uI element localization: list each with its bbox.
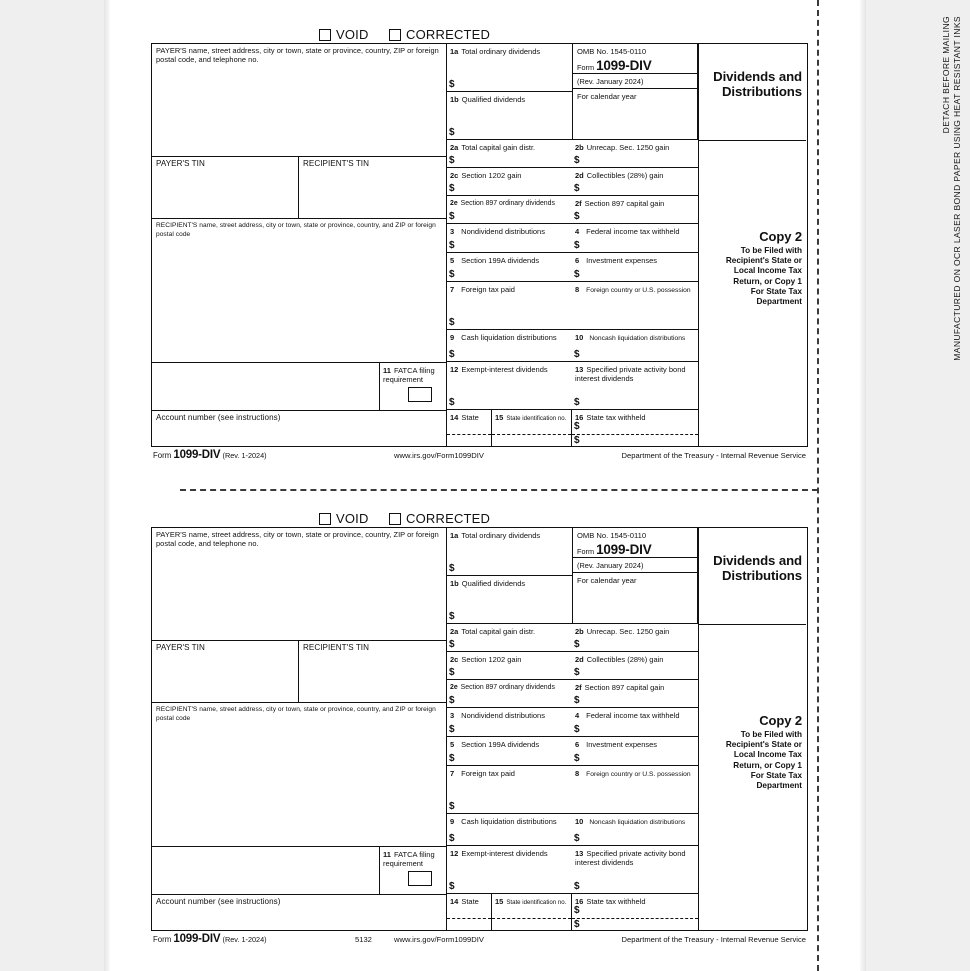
box-4-number: 4 [575,226,580,236]
corrected-label: CORRECTED [406,27,491,42]
copy-heading-2: Copy 2 [759,713,802,728]
box-2a-cell[interactable] [446,140,572,168]
copy-line-6: Department [756,297,802,307]
perforation-line-horizontal [180,489,818,491]
box-1b-number-2: 1b [450,578,459,588]
box-9-cell-2[interactable] [446,814,572,846]
box-2a-currency: $ [449,155,455,166]
box-14-cell-2[interactable] [446,894,492,930]
box-2b-currency: $ [574,155,580,166]
box-6-currency-2: $ [574,753,580,764]
corrected-checkbox[interactable] [389,29,401,41]
box-9-currency: $ [449,349,455,360]
box-10-cell-2[interactable] [572,814,698,846]
box-8-cell-2[interactable] [572,766,698,814]
box-14-label: State [461,412,479,422]
box-13-number-2: 13 [575,848,584,858]
box-5-currency-2: $ [449,753,455,764]
copy-line-3-2: Local Income Tax [733,750,802,760]
box-7-number: 7 [450,284,455,294]
box-2e-label: Section 897 ordinary dividends [460,199,555,207]
omb-number-2: OMB No. 1545-0110 [577,531,647,540]
blank-cell-left[interactable] [152,362,380,410]
box-8-number-2: 8 [575,768,580,778]
box-8-label: Foreign country or U.S. possession [586,286,691,294]
payer-tin-label-2: PAYER'S TIN [156,643,205,652]
omb-block [572,44,698,140]
form-grid-2 [151,527,808,931]
form-grid [151,43,808,447]
box-2c-number-2: 2c [450,654,459,664]
box-1a-cell-2[interactable] [446,528,572,576]
box-2d-cell-2[interactable] [572,652,698,680]
form-word-2: Form [577,547,595,556]
box-3-number-2: 3 [450,710,455,720]
footer-form-word-2: Form [153,935,172,944]
account-number-cell-2[interactable] [152,894,446,930]
copy-block-2 [698,624,806,930]
box-14-cell[interactable] [446,410,492,446]
recipient-name-cell[interactable] [152,218,446,362]
box-9-cell[interactable] [446,330,572,362]
copy-line-2: Recipient's State or [725,256,802,266]
box-1a-number-2: 1a [450,530,459,540]
payer-tin-label: PAYER'S TIN [156,159,205,168]
box-1b-number: 1b [450,94,459,104]
box-13-label: Specified private activity bond interest dividends [575,364,686,383]
box-16-currency-2: $ [574,435,580,446]
corrected-checkbox-group[interactable] [389,27,490,42]
box-1a-currency-2: $ [449,563,455,574]
side-legend-line-2: MANUFACTURED ON OCR LASER BOND PAPER USING HEAT RESISTANT INKS [952,16,962,361]
box-13-number: 13 [575,364,584,374]
footer-website[interactable]: www.irs.gov/Form1099DIV [394,451,484,460]
box-7-currency-2: $ [449,801,455,812]
form-word: Form [577,63,595,72]
box-3-cell[interactable] [446,224,572,253]
fatca-checkbox-2[interactable] [408,871,432,886]
recipient-name-label-2: RECIPIENT'S name, street address, city or town, state or province, country, and ZIP or foreign postal code [156,706,436,722]
box-7-cell-2[interactable] [446,766,572,814]
form-revision: (Rev. January 2024) [577,77,644,86]
box-2f-currency-2: $ [574,695,580,706]
box-3-number: 3 [450,226,455,236]
box-2b-cell-2[interactable] [572,624,698,652]
void-checkbox-group[interactable] [319,27,369,42]
box-2a-cell-2[interactable] [446,624,572,652]
form-footer [151,449,808,463]
box-13-cell-2[interactable] [572,846,698,894]
copy-line-4-2: Return, or Copy 1 [733,760,802,770]
footer-revision: (Rev. 1-2024) [222,451,267,460]
box-2f-number: 2f [575,198,582,208]
box-3-label: Nondividend distributions [461,226,545,236]
box-6-cell[interactable] [572,253,698,282]
box-2a-label: Total capital gain distr. [461,142,536,152]
box-7-label-2: Foreign tax paid [461,768,515,778]
box-2d-label-2: Collectibles (28%) gain [586,654,664,664]
box-5-currency: $ [449,269,455,280]
box-13-currency: $ [574,397,580,408]
box-2f-cell[interactable] [572,196,698,224]
copy-line-1-2: To be Filed with [740,730,802,739]
copy-line-6-2: Department [756,781,802,791]
box-5-label: Section 199A dividends [461,255,540,265]
footer-form-number-2: 1099-DIV [173,933,221,945]
box-5-number: 5 [450,255,455,265]
box-4-currency-2: $ [574,724,580,735]
box-2d-currency-2: $ [574,667,580,678]
box-15-label-2: State identification no. [506,898,567,906]
void-checkbox-2[interactable] [319,513,331,525]
box-12-cell-2[interactable] [446,846,572,894]
box-12-number-2: 12 [450,848,459,858]
box-1b-currency-2: $ [449,611,455,622]
box-8-number: 8 [575,284,580,294]
box-11-label-2: FATCA filing requirement [383,849,435,868]
fatca-checkbox[interactable] [408,387,432,402]
box-7-currency: $ [449,317,455,328]
copy-line-4: Return, or Copy 1 [733,276,802,286]
box-2d-currency: $ [574,183,580,194]
box-1b-label: Qualified dividends [461,94,526,104]
void-label-2: VOID [336,511,369,526]
corrected-label-2: CORRECTED [406,511,491,526]
box-13-currency-2: $ [574,881,580,892]
box-13-cell[interactable] [572,362,698,410]
box-15-label: State identification no. [506,414,567,422]
box-2a-number: 2a [450,142,459,152]
box-1b-label-2: Qualified dividends [461,578,526,588]
paper-page [110,0,962,971]
corrected-checkbox-group-2[interactable] [389,511,490,526]
box-3-cell-2[interactable] [446,708,572,737]
box-15-cell[interactable] [492,410,572,446]
side-legend [941,16,967,456]
copy-line-5: For State Tax [750,286,802,296]
box-2b-currency-2: $ [574,639,580,650]
box-2e-cell-2[interactable] [446,680,572,708]
box-4-number-2: 4 [575,710,580,720]
account-number-label-2: Account number (see instructions) [156,897,281,906]
footer-catalog-number: 5132 [355,935,372,944]
form-number: 1099-DIV [596,58,652,73]
box-2c-currency-2: $ [449,667,455,678]
box-5-cell-2[interactable] [446,737,572,766]
copy-line-2-2: Recipient's State or [725,740,802,750]
box-2c-cell[interactable] [446,168,572,196]
box-10-label: Noncash liquidation distributions [589,334,686,342]
box-10-currency: $ [574,349,580,360]
box-2b-number: 2b [575,142,584,152]
account-number-label: Account number (see instructions) [156,413,281,422]
box-2c-label: Section 1202 gain [461,170,522,180]
box-1a-label-2: Total ordinary dividends [461,530,541,540]
box-15-cell-2[interactable] [492,894,572,930]
form-footer-2 [151,933,808,947]
box-2b-label: Unrecap. Sec. 1250 gain [586,142,670,152]
box-6-label: Investment expenses [586,255,658,265]
box-6-number-2: 6 [575,739,580,749]
footer-agency-2: Department of the Treasury - Internal Revenue Service [621,935,806,944]
box-2e-label-2: Section 897 ordinary dividends [460,683,555,691]
recipient-tin-label-2: RECIPIENT'S TIN [303,643,370,652]
box-9-number-2: 9 [450,816,455,826]
box-2f-number-2: 2f [575,682,582,692]
box-16-number: 16 [575,412,584,422]
box-1a-cell[interactable] [446,44,572,92]
payer-tin-cell[interactable] [152,156,299,218]
recipient-name-label: RECIPIENT'S name, street address, city or town, state or province, country, and ZIP or foreign postal code [156,222,436,238]
footer-agency: Department of the Treasury - Internal Revenue Service [621,451,806,460]
box-2a-label-2: Total capital gain distr. [461,626,536,636]
box-2e-cell[interactable] [446,196,572,224]
box-12-currency-2: $ [449,881,455,892]
box-10-currency-2: $ [574,833,580,844]
box-2f-currency: $ [574,211,580,222]
box-4-cell-2[interactable] [572,708,698,737]
box-7-label: Foreign tax paid [461,284,515,294]
box-14-number: 14 [450,412,459,422]
box-4-label: Federal income tax withheld [586,226,680,236]
box-4-label-2: Federal income tax withheld [586,710,680,720]
box-16-label-2: State tax withheld [586,896,646,906]
box-10-number: 10 [575,332,584,342]
account-number-cell[interactable] [152,410,446,446]
box-16-label: State tax withheld [586,412,646,422]
perforation-line-vertical [817,0,819,971]
box-2c-currency: $ [449,183,455,194]
box-9-label-2: Cash liquidation distributions [461,816,557,826]
box-12-number: 12 [450,364,459,374]
footer-form-word: Form [153,451,172,460]
corrected-checkbox-2[interactable] [389,513,401,525]
calendar-year-label-2: For calendar year [577,576,637,585]
box-3-currency-2: $ [449,724,455,735]
recipient-tin-label: RECIPIENT'S TIN [303,159,370,168]
box-16-number-2: 16 [575,896,584,906]
box-13-label-2: Specified private activity bond interest dividends [575,848,686,867]
payer-tin-cell-2[interactable] [152,640,299,702]
void-label: VOID [336,27,369,42]
title-line-2: Distributions [721,84,802,99]
omb-block-2 [572,528,698,624]
box-12-cell[interactable] [446,362,572,410]
box-5-cell[interactable] [446,253,572,282]
form-number-2: 1099-DIV [596,542,652,557]
box-15-number-2: 15 [495,896,504,906]
box-11-cell-2[interactable] [380,846,446,894]
box-2b-cell[interactable] [572,140,698,168]
copy-line-1: To be Filed with [740,246,802,255]
box-9-label: Cash liquidation distributions [461,332,557,342]
box-12-label-2: Exempt-interest dividends [461,848,548,858]
box-15-number: 15 [495,412,504,422]
box-2b-number-2: 2b [575,626,584,636]
box-11-cell[interactable] [380,362,446,410]
box-14-label-2: State [461,896,479,906]
box-2c-number: 2c [450,170,459,180]
box-11-number: 11 [383,365,391,375]
void-corrected-row-2 [151,513,808,528]
box-2a-currency-2: $ [449,639,455,650]
box-1a-number: 1a [450,46,459,56]
box-7-number-2: 7 [450,768,455,778]
box-3-label-2: Nondividend distributions [461,710,545,720]
blank-cell-left-2[interactable] [152,846,380,894]
box-8-cell[interactable] [572,282,698,330]
box-11-label: FATCA filing requirement [383,365,435,384]
recipient-tin-cell-2[interactable] [299,640,446,702]
box-2d-number-2: 2d [575,654,584,664]
box-16-cell[interactable] [572,410,698,446]
form-title-block-2 [698,528,806,624]
box-6-label-2: Investment expenses [586,739,658,749]
box-6-cell-2[interactable] [572,737,698,766]
box-16-currency-2-2: $ [574,919,580,930]
payer-name-cell-2[interactable] [152,528,446,640]
box-16-cell-2[interactable] [572,894,698,930]
box-2f-label: Section 897 capital gain [584,198,665,208]
box-2e-number: 2e [450,199,458,207]
box-11-number-2: 11 [383,849,391,859]
box-2b-label-2: Unrecap. Sec. 1250 gain [586,626,670,636]
box-2f-cell-2[interactable] [572,680,698,708]
box-12-currency: $ [449,397,455,408]
footer-website-2[interactable]: www.irs.gov/Form1099DIV [394,935,484,944]
box-8-label-2: Foreign country or U.S. possession [586,770,691,778]
box-4-cell[interactable] [572,224,698,253]
box-7-cell[interactable] [446,282,572,330]
box-16-currency-1-2: $ [574,905,580,916]
box-1b-currency: $ [449,127,455,138]
form-title-block [698,44,806,140]
copy-line-5-2: For State Tax [750,770,802,780]
box-6-currency: $ [574,269,580,280]
box-2d-label: Collectibles (28%) gain [586,170,664,180]
box-1a-label: Total ordinary dividends [461,46,541,56]
payer-name-cell[interactable] [152,44,446,156]
box-2d-number: 2d [575,170,584,180]
recipient-name-cell-2[interactable] [152,702,446,846]
box-2c-label-2: Section 1202 gain [461,654,522,664]
box-16-currency-1: $ [574,421,580,432]
recipient-tin-cell[interactable] [299,156,446,218]
box-2d-cell[interactable] [572,168,698,196]
box-14-number-2: 14 [450,896,459,906]
void-checkbox-group-2[interactable] [319,511,369,526]
box-6-number: 6 [575,255,580,265]
box-12-label: Exempt-interest dividends [461,364,548,374]
box-2f-label-2: Section 897 capital gain [584,682,665,692]
void-checkbox[interactable] [319,29,331,41]
payer-name-label-2: PAYER'S name, street address, city or town, state or province, country, ZIP or foreign postal code, and telephone no. [156,530,439,548]
copy-heading: Copy 2 [759,229,802,244]
omb-number: OMB No. 1545-0110 [577,47,647,56]
void-corrected-row [151,29,808,44]
title-line-1-2: Dividends and [713,553,802,568]
calendar-year-label: For calendar year [577,92,637,101]
box-1b-cell-2[interactable] [446,576,572,624]
title-line-1: Dividends and [713,69,802,84]
form-revision-2: (Rev. January 2024) [577,561,644,570]
box-2e-number-2: 2e [450,683,458,691]
box-3-currency: $ [449,240,455,251]
box-9-currency-2: $ [449,833,455,844]
box-2c-cell-2[interactable] [446,652,572,680]
box-9-number: 9 [450,332,455,342]
box-10-number-2: 10 [575,816,584,826]
box-4-currency: $ [574,240,580,251]
box-1a-currency: $ [449,79,455,90]
box-5-label-2: Section 199A dividends [461,739,540,749]
footer-revision-2: (Rev. 1-2024) [222,935,267,944]
footer-form-number: 1099-DIV [173,449,221,461]
title-line-2-2: Distributions [721,568,802,583]
box-5-number-2: 5 [450,739,455,749]
side-legend-line-1: DETACH BEFORE MAILING [941,16,951,134]
box-1b-cell[interactable] [446,92,572,140]
payer-name-label: PAYER'S name, street address, city or town, state or province, country, ZIP or foreign postal code, and telephone no. [156,46,439,64]
box-2e-currency-2: $ [449,695,455,706]
box-10-label-2: Noncash liquidation distributions [589,818,686,826]
copy-block [698,140,806,446]
box-2a-number-2: 2a [450,626,459,636]
box-10-cell[interactable] [572,330,698,362]
box-2e-currency: $ [449,211,455,222]
copy-line-3: Local Income Tax [733,266,802,276]
